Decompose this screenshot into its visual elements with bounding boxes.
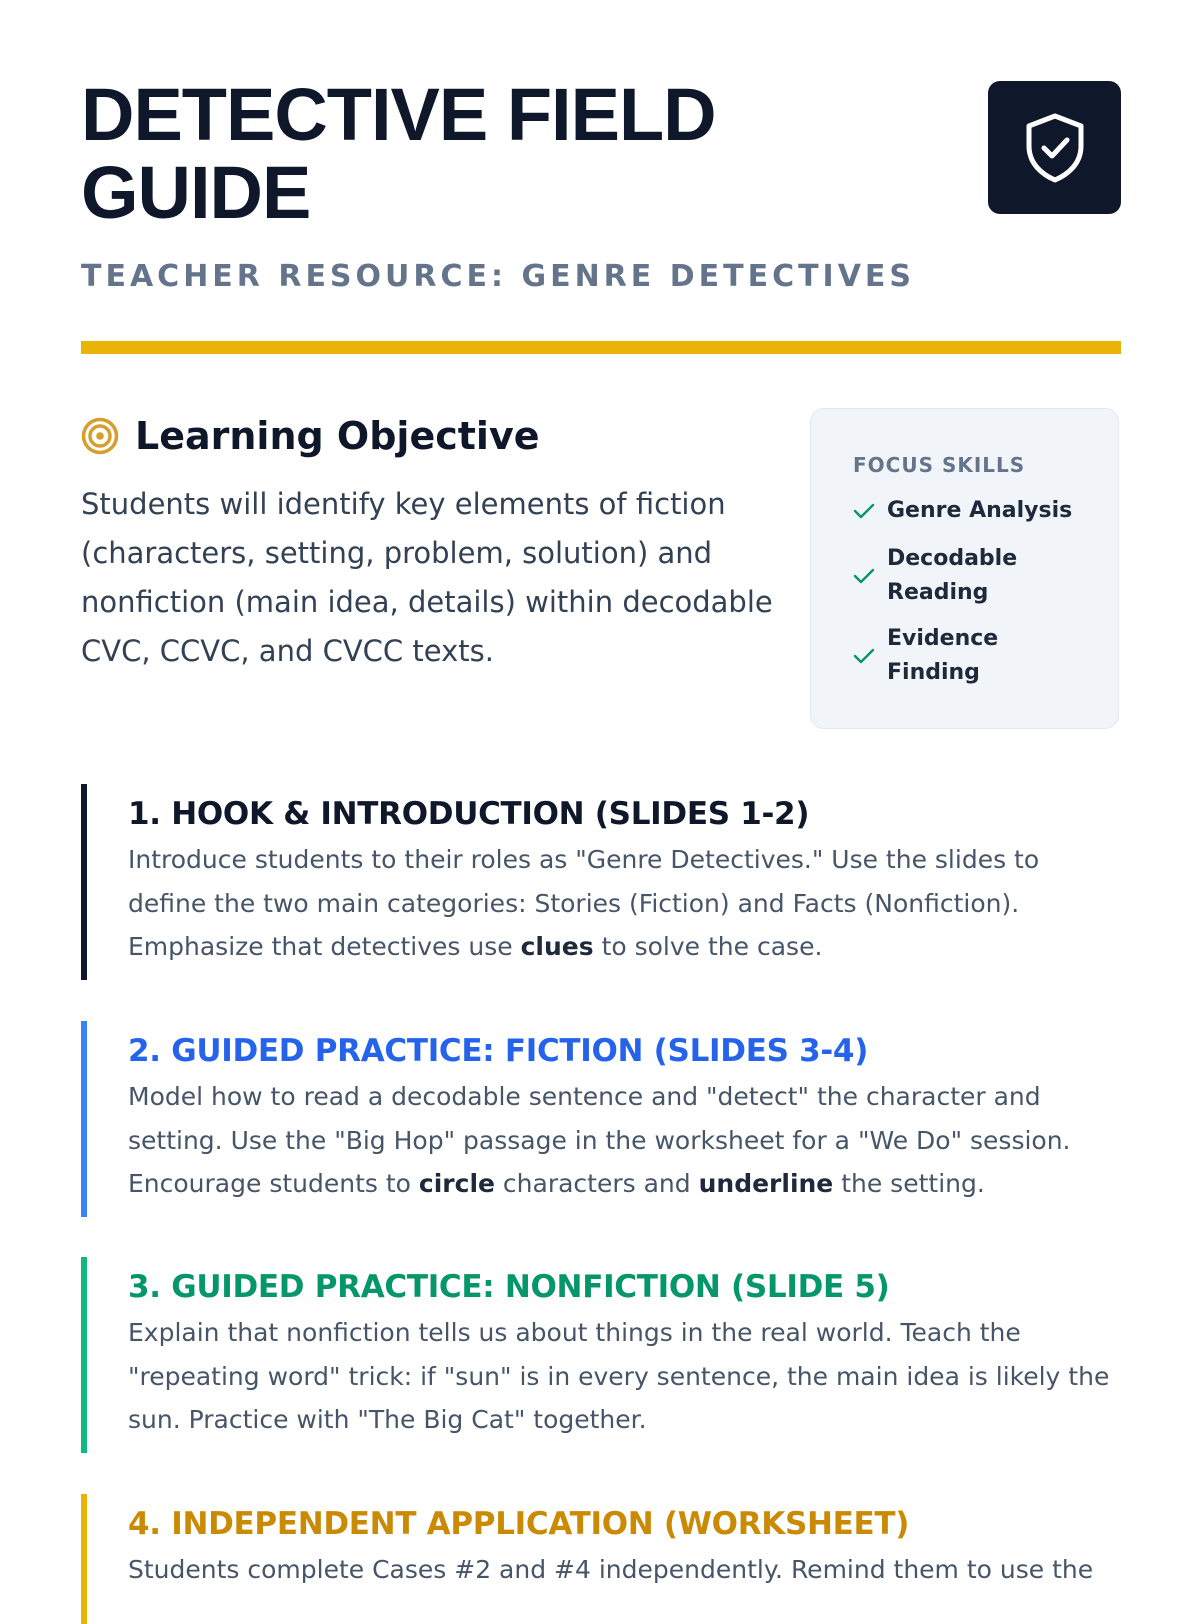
shield-badge bbox=[988, 81, 1121, 214]
check-icon bbox=[853, 567, 875, 585]
skill-item bbox=[853, 494, 1083, 528]
focus-skills-box bbox=[810, 408, 1119, 729]
objective-heading: Learning Objective bbox=[135, 414, 540, 458]
step-description: Introduce students to their roles as "Genre Detectives." Use the slides to define the two main categories: Stories (Fiction) and Facts (Nonfiction). Emphasize that detectives use clues to solve the case. bbox=[128, 845, 1040, 961]
step-4 bbox=[81, 1494, 1121, 1624]
skill-label: Evidence Finding bbox=[887, 626, 999, 685]
step-description: Model how to read a decodable sentence and "detect" the character and setting. Use the "Big Hop" passage in the worksheet for a "We Do" session. Encourage students to circle characters and underline the setting. bbox=[128, 1082, 1071, 1198]
step-title: 1. HOOK & INTRODUCTION (SLIDES 1-2) bbox=[128, 796, 810, 832]
check-icon bbox=[853, 502, 875, 520]
step-2 bbox=[81, 1021, 1121, 1217]
skill-item bbox=[853, 542, 1083, 610]
step-1 bbox=[81, 784, 1121, 980]
step-title: 2. GUIDED PRACTICE: FICTION (SLIDES 3-4) bbox=[128, 1033, 869, 1069]
shield-check-icon bbox=[1023, 112, 1087, 184]
target-icon bbox=[81, 417, 119, 455]
page-subtitle: TEACHER RESOURCE: GENRE DETECTIVES bbox=[81, 259, 916, 294]
step-title: 4. INDEPENDENT APPLICATION (WORKSHEET) bbox=[128, 1506, 910, 1542]
page-title: DETECTIVE FIELD GUIDE bbox=[81, 73, 716, 234]
header-divider bbox=[81, 341, 1121, 354]
step-title: 3. GUIDED PRACTICE: NONFICTION (SLIDE 5) bbox=[128, 1269, 890, 1305]
check-icon bbox=[853, 647, 875, 665]
focus-skills-label: FOCUS SKILLS bbox=[853, 453, 1026, 477]
step-description: Explain that nonfiction tells us about things in the real world. Teach the "repeating word" trick: if "sun" is in every sentence, the main idea is likely the sun. Practice with "The Big Cat" together. bbox=[128, 1318, 1110, 1434]
skill-label: Genre Analysis bbox=[887, 498, 1073, 523]
step-3 bbox=[81, 1257, 1121, 1453]
step-description: Students complete Cases #2 and #4 independently. Remind them to use the bbox=[128, 1555, 1094, 1584]
skill-label: Decodable Reading bbox=[887, 546, 1018, 605]
objective-header bbox=[81, 411, 540, 461]
skill-item bbox=[853, 622, 1083, 690]
objective-text: Students will identify key elements of fiction (characters, setting, problem, solution) and nonfiction (main idea, details) within decodable CVC, CCVC, and CVCC texts. bbox=[81, 487, 773, 668]
